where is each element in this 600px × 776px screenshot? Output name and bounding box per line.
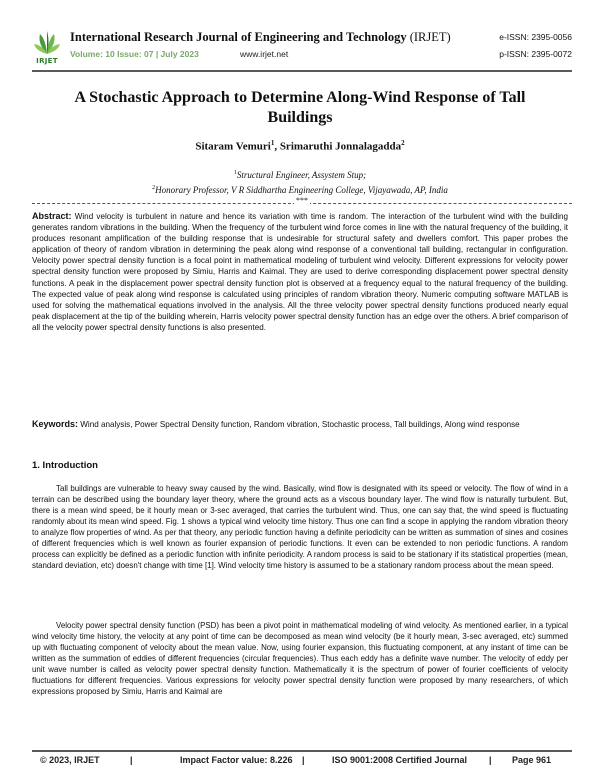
abstract	[32, 211, 568, 333]
footer-page: Page 961	[512, 755, 552, 765]
aff-2-sup: 2	[152, 185, 156, 191]
journal-abbr: (IRJET)	[409, 30, 451, 44]
aff-2-text: Honorary Professor, V R Siddhartha Engineering College, Vijayawada, AP, India	[155, 185, 448, 195]
footer-sep-3: |	[489, 755, 492, 765]
volume-issue: Volume: 10 Issue: 07 | July 2023	[70, 49, 199, 59]
keywords-text: Wind analysis, Power Spectral Density function, Random vibration, Stochastic process, Tall buildings, Along wind response	[80, 420, 520, 429]
author-separator: ,	[274, 140, 280, 153]
keywords	[32, 419, 568, 430]
paper-title	[40, 88, 560, 128]
aff-1-text: Structural Engineer, Assystem Stup;	[236, 170, 367, 180]
intro-paragraph-2: Velocity power spectral density function (PSD) has been a pivot point in mathematical modeling of wind velocity. As mentioned earlier, in a typical wind velocity time history, the velocity at any point of time can be decomposed as mean wind velocity (be it hourly mean, 3-sec averaged, etc) summed up with fluctuating component of velocity about the mean value. Now, using fourier expansion, this fluctuating component, at any instant of time can be written as the summation of eddies of different frequencies (circular frequencies). Thus each eddy has a definite wave number. The velocity of eddy per unit wave number is called as velocity power spectral density function. Mathematically it is the spectrum of power of fourier coefficients of velocity fluctuations for different frequencies. Various expressions for velocity power spectral density function were proposed by many researchers, of which expressions proposed by Simiu, Harris and Kaimal are	[32, 621, 568, 697]
footer-copyright: © 2023, IRJET	[40, 755, 100, 765]
pissn: p-ISSN: 2395-0072	[499, 49, 572, 59]
eissn: e-ISSN: 2395-0056	[499, 32, 572, 42]
authors	[40, 139, 560, 153]
footer-iso: ISO 9001:2008 Certified Journal	[332, 755, 468, 765]
intro-paragraph-1: Tall buildings are vulnerable to heavy sway caused by the wind. Basically, wind flow is designated with its speed or velocity. The flow of wind in a terrain can be described using the boundary layer theory, where the ground acts as a viscous boundary layer. The wind flow is naturally turbulent. But, there is a mean wind speed, be it hourly mean or 3-sec averaged, that carries the turbulent wind. Thus, one can say that, the wind speed is fluctuating randomly about its mean wind speed. Fig. 1 shows a typical wind velocity time history. Thus one can find a scope in applying the random vibration theory to analyze flow properties of wind. As per that theory, any periodic function having a definite periodicity can be written as summation of sines and cosines of different frequencies which is well known as fourier expansion of periodic functions. It even can be extended to non periodic functions. A random process can explicitly be defined as a periodic function with infinite periodicity. A random process is said to be stationary if its statistical properties (mean, standard deviation, etc) doesn't change with time [1]. Wind velocity time history is assumed to be a stationary random process about the mean speed.	[32, 484, 568, 571]
journal-title: International Research Journal of Engineering and Technology	[70, 30, 407, 44]
footer-impact: Impact Factor value: 8.226	[180, 755, 293, 765]
footer-sep-2: |	[302, 755, 305, 765]
affiliation-1	[40, 170, 560, 180]
journal-name	[70, 30, 451, 45]
author-1: Sitaram Vemuri	[195, 140, 271, 153]
divider-mark: ***	[296, 196, 308, 205]
author-1-sup: 1	[270, 139, 275, 147]
section-heading: 1. Introduction	[32, 460, 98, 471]
author-2: Srimaruthi Jonnalagadda	[279, 140, 402, 153]
section-divider	[32, 196, 572, 207]
abstract-text: Wind velocity is turbulent in nature and hence its variation with time is random. The interaction of the turbulent wind with the building generates random vibrations in the building. When the frequency of the turbulent wind force comes in line with the natural frequency of the building, it produces resonant amplification of the building response that is undesirable for structural safety and dwellers comfort. This paper probes the application of theory of random vibration in determining the peak along wind response of a conventional tall building, rectangular in configuration. Velocity power spectral density function is a focal point in mathematical modeling of turbulent wind velocity. Different expressions for velocity power spectral density function were proposed by Simiu, Harris and Kaimal. They are used to derive corresponding displacement power spectral density functions. A peak in the displacement power spectral density function plot is observed at a frequency equal to the natural frequency of the building. The expected value of peak along wind response is calculated using principles of random vibration theory. Numeric computing software MATLAB is used for solving the mathematical equations involved in the analysis. All the three velocity power spectral density functions produced nearly equal peak displacement at the tip of the building wherein, Harris velocity power spectral density function has an edge over the others. A brief comparison of all the velocity power spectral density functions is also presented.	[32, 212, 569, 332]
journal-url: www.irjet.net	[240, 49, 289, 59]
footer-rule	[32, 750, 572, 752]
affiliation-2	[40, 185, 560, 195]
logo-text: IRJET	[36, 57, 58, 65]
keywords-label: Keywords:	[32, 419, 79, 429]
leaf-logo-icon	[32, 28, 62, 58]
footer-sep-1: |	[130, 755, 133, 765]
abstract-label: Abstract:	[32, 211, 72, 221]
author-2-sup: 2	[401, 139, 405, 147]
journal-logo	[32, 28, 62, 66]
header-rule	[32, 70, 572, 72]
title-line-2: Buildings	[267, 109, 333, 126]
title-line-1: A Stochastic Approach to Determine Along-Wind Response of Tall	[74, 89, 526, 106]
aff-1-sup: 1	[233, 170, 237, 176]
journal-header	[32, 28, 572, 68]
